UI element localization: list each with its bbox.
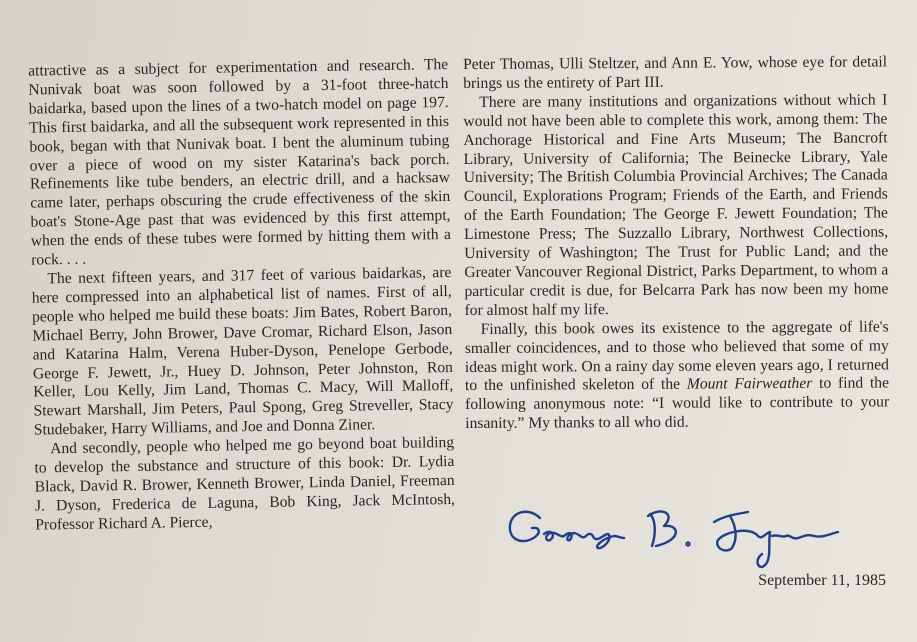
ship-name: Mount Fairweather bbox=[686, 375, 813, 394]
signature-graphic bbox=[500, 500, 850, 570]
right-paragraph-3 bbox=[465, 318, 890, 434]
left-paragraph-2: The next fifteen years, and 317 feet of various baidarkas, are here compressed into an alphabetical list of names. First of all, people who helped me build these boats: Jim Bates, Robert Baron, Michael Berry, John Brower, Dave Cromar, Richard Elson, Jason and Katarina Halm, Verena Huber-Dyson, Penelope Gerbode, George F. Jewett, Jr., Huey D. Johnson, Peter Johnston, Ron Keller, Lou Kelly, Jim Land, Thomas C. Macy, Will Malloff, Stewart Marshall, Jim Peters, Paul Spong, Greg Streveller, Stacy Studebaker, Harry Williams, and Joe and Donna Ziner. bbox=[31, 263, 454, 439]
right-paragraph-3-start: Finally, this book owes its existence to the aggregate of life's smaller coincidences, and to those who believed that some of my ideas might work. On a rainy day some eleven years ago, I returned to the unfinished skeleton of the bbox=[464, 318, 889, 395]
right-column bbox=[463, 53, 889, 434]
right-paragraph-1: Peter Thomas, Ulli Steltzer, and Ann E. Yow, whose eye for detail brings us the entirety of Part III. bbox=[463, 53, 888, 92]
date-line: September 11, 1985 bbox=[758, 572, 886, 589]
left-paragraph-3: And secondly, people who helped me go beyond boat building to develop the substance and structure of this book: Dr. Lydia Black, David R. Brower, Kenneth Brower, Linda Daniel, Freeman J. Dyson, Frederica de Laguna, Bob King, Jack McIntosh, Professor Richard A. Pierce, bbox=[34, 434, 456, 534]
right-paragraph-3-end: to find the following anonymous note: “I would like to contribute to your insanity.” My thanks to all who did. bbox=[465, 374, 890, 433]
left-column bbox=[28, 56, 455, 535]
right-paragraph-2: There are many institutions and organizations without which I would not have been able to complete this work, among them: The Anchorage Historical and Fine Arts Museum; The Bancroft Library, University of California; The Beinecke Library, Yale University; The British Columbia Provincial Archives; The Canada Council, Explorations Program; Friends of the Earth, and Friends of the Earth Foundation; The George F. Jewett Foundation; The Limestone Press; The Suzzallo Library, Northwest Collections, University of Washington; The Trust for Public Land; and the Greater Vancouver Regional District, Parks Department, to whom a particular credit is due, for Belcarra Park has now been my home for almost half my life. bbox=[463, 91, 889, 319]
left-paragraph-1: attractive as a subject for experimentation and research. The Nunivak boat was soon followed by a 31-foot three-hatch baidarka, based upon the lines of a two-hatch model on page 197. This first baidarka, and all the subsequent work represented in this book, began with that Nunivak boat. I bent the aluminum tubing over a piece of wood on my sister Katarina's back porch. Refinements like tube benders, an electric drill, and a hacksaw came later, perhaps obscuring the crude effectiveness of the skin boat's Stone-Age past that was evidenced by this first attempt, when the ends of these tubes were formed by hitting them with a rock. . . . bbox=[28, 56, 451, 269]
author-signature bbox=[500, 500, 850, 570]
